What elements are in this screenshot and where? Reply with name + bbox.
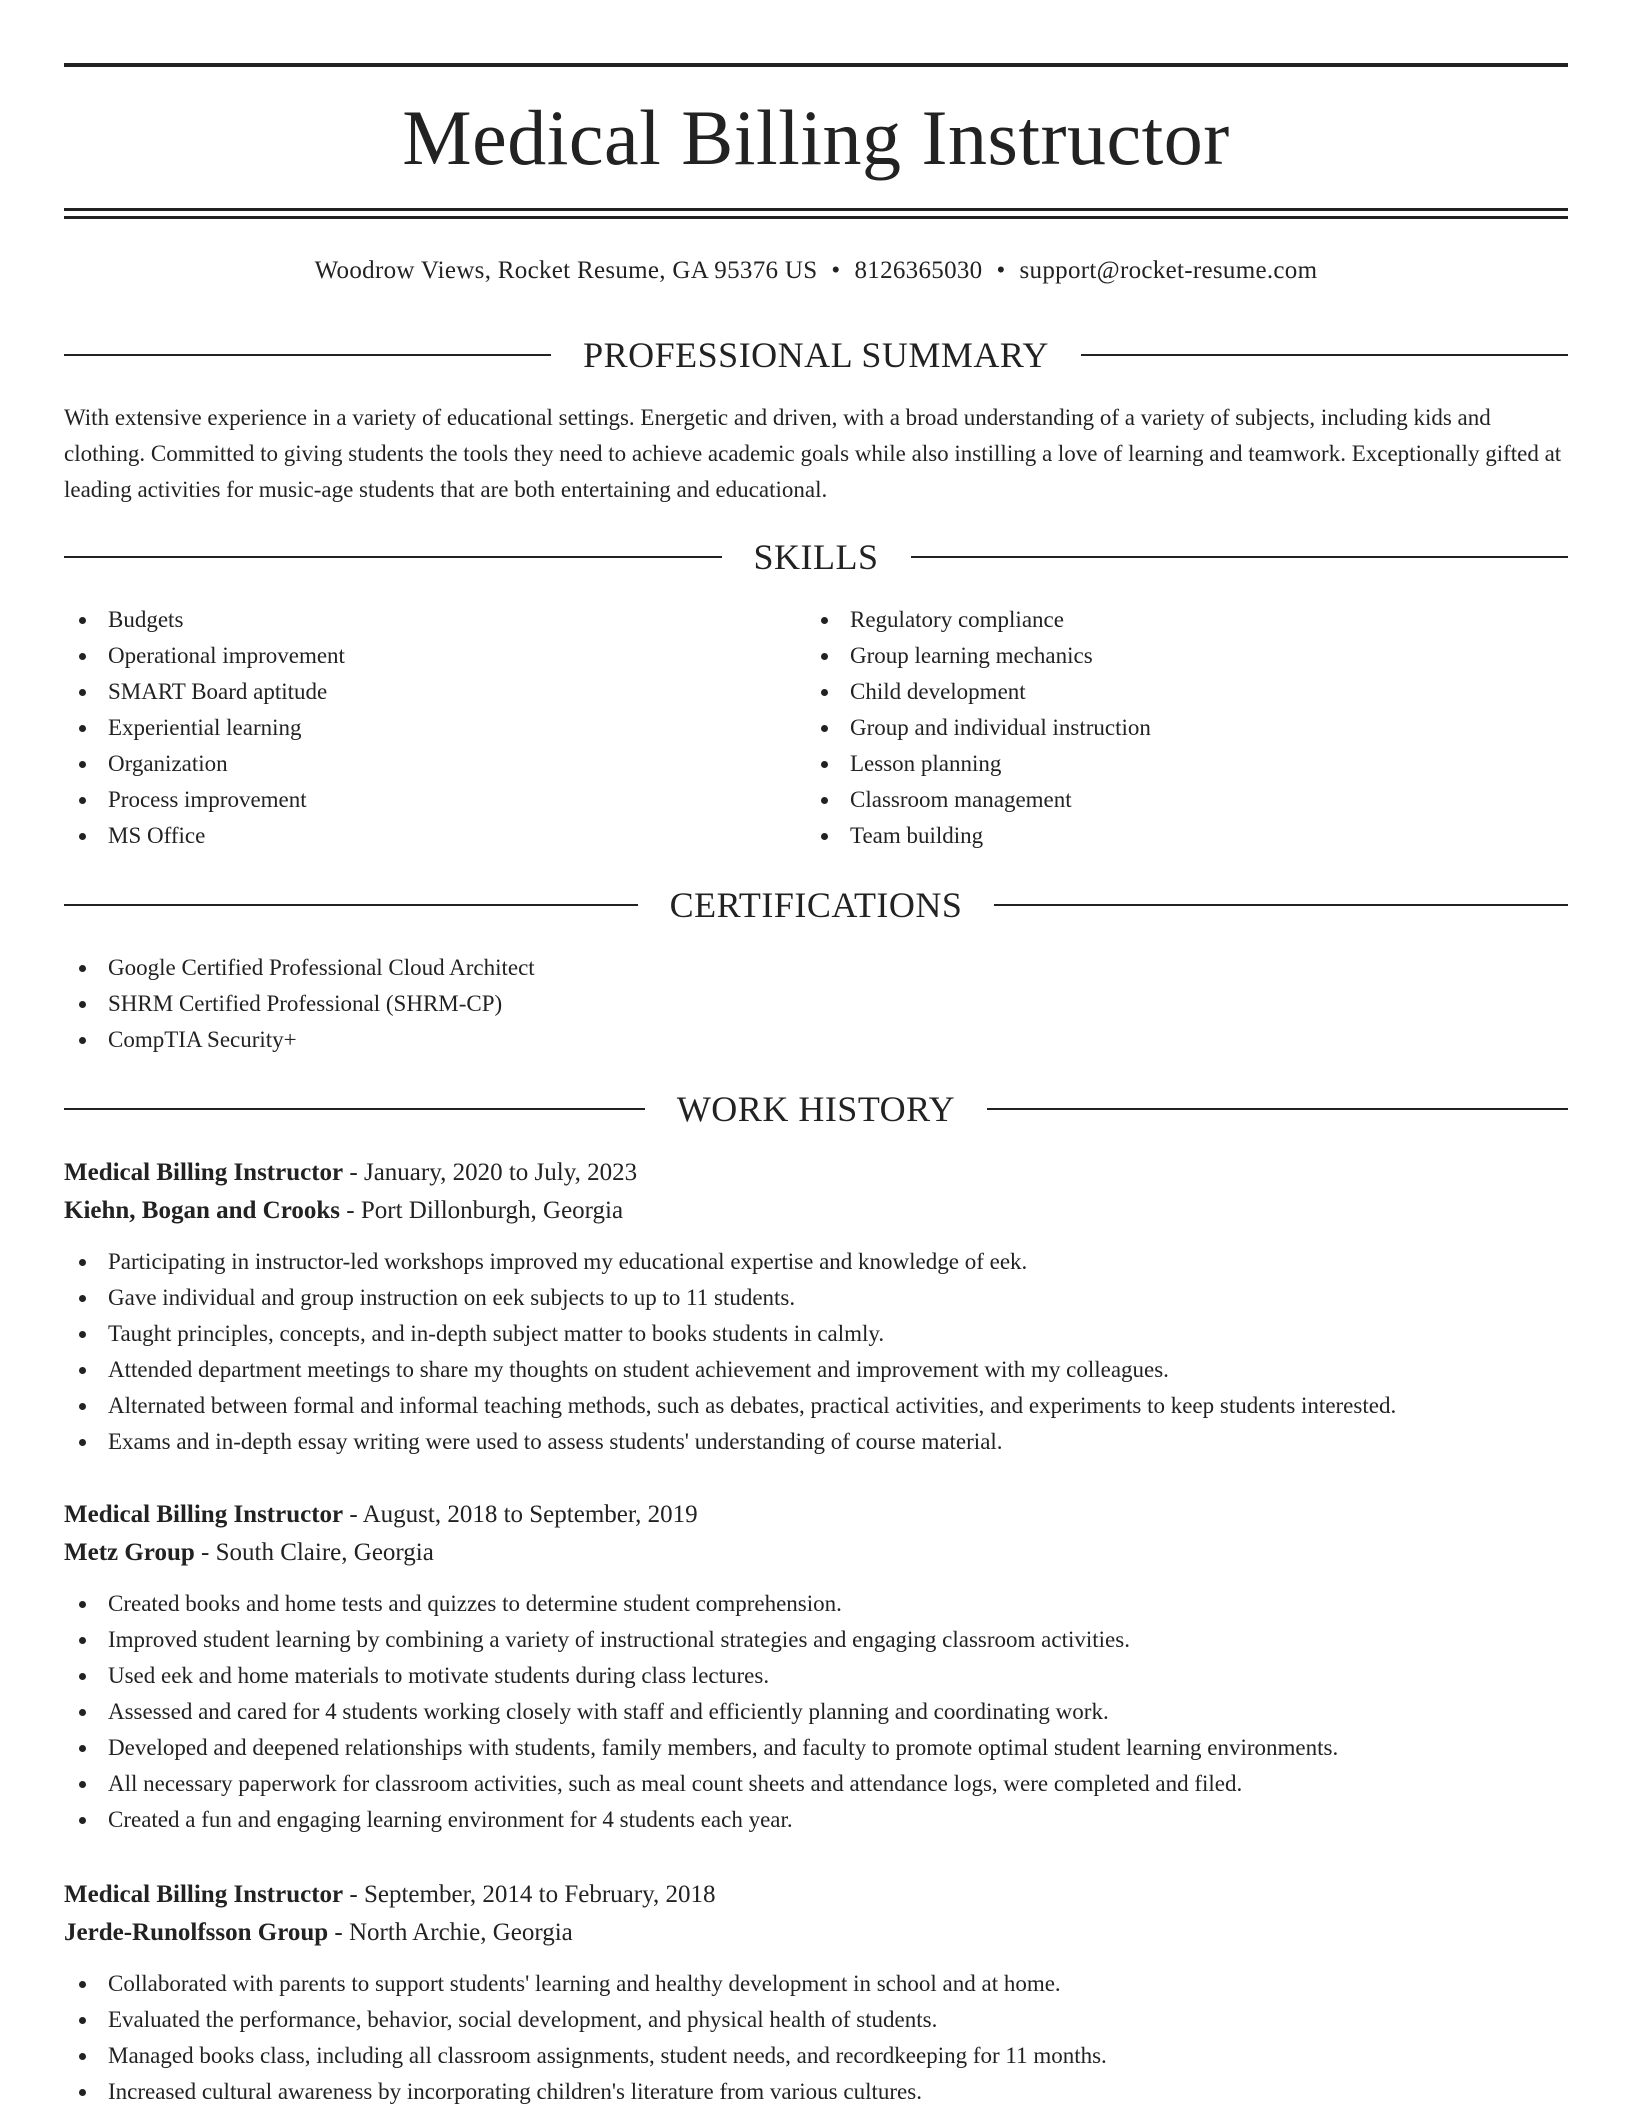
job-entry [64,1496,1568,1838]
section-rule-left [64,904,638,906]
job-bullet: Participating in instructor-led workshops improved my educational expertise and knowledge of eek. [64,1244,1568,1280]
job-location: - North Archie, Georgia [328,1919,573,1946]
job-bullet: Improved student learning by combining a variety of instructional strategies and engaging classroom activities. [64,1622,1568,1658]
job-dates: - September, 2014 to February, 2018 [343,1881,716,1908]
job-location: - South Claire, Georgia [194,1539,434,1566]
job-company: Jerde-Runolfsson Group [64,1919,329,1946]
job-bullet-list [64,1244,1568,1460]
section-rule-left [64,1108,645,1110]
job-company-line [64,1534,1568,1572]
job-bullet: Taught principles, concepts, and in-depth subject matter to books students in calmly. [64,1316,1568,1352]
section-title-work-history: WORK HISTORY [676,1089,956,1129]
job-dates: - January, 2020 to July, 2023 [343,1159,638,1186]
certification-item: SHRM Certified Professional (SHRM-CP) [64,986,1568,1022]
professional-summary-text: With extensive experience in a variety of educational settings. Energetic and driven, with a broad understanding of a variety of subjects, including kids and clothing. Committed to giving students the tools they need to achieve academic goals while also instilling a love of learning and teamwork. Exceptionally gifted at leading activities for music-age students that are both entertaining and educational. [64,405,1562,502]
contact-phone: 8126365030 [854,257,983,284]
skill-item: Team building [806,818,1546,854]
job-title: Medical Billing Instructor [64,1881,344,1908]
skill-item: Organization [64,746,804,782]
skill-item: Lesson planning [806,746,1546,782]
skills-list-left [64,602,804,854]
job-bullet: Increased cultural awareness by incorporating children's literature from various cultures. [64,2074,1568,2110]
section-header-summary [64,333,1568,377]
contact-email: support@rocket-resume.com [1019,257,1318,284]
header-double-rule-upper [64,208,1568,211]
skill-item: Group learning mechanics [806,638,1546,674]
job-bullet-list [64,1966,1568,2110]
certifications-list [64,950,1568,1058]
skill-item: Process improvement [64,782,804,818]
job-bullet: Evaluated the performance, behavior, social development, and physical health of students. [64,2002,1568,2038]
job-company: Kiehn, Bogan and Crooks [64,1197,341,1224]
job-bullet: Exams and in-depth essay writing were used to assess students' understanding of course material. [64,1424,1568,1460]
job-bullet: Developed and deepened relationships with students, family members, and faculty to promote optimal student learning environments. [64,1730,1568,1766]
job-location: - Port Dillonburgh, Georgia [340,1197,624,1224]
skill-item: Experiential learning [64,710,804,746]
job-title-line [64,1154,1568,1192]
skill-item: Group and individual instruction [806,710,1546,746]
skill-item: Regulatory compliance [806,602,1546,638]
contact-line [64,254,1568,288]
job-bullet: Alternated between formal and informal teaching methods, such as debates, practical activities, and experiments to keep students interested. [64,1388,1568,1424]
job-bullet: Attended department meetings to share my thoughts on student achievement and improvement with my colleagues. [64,1352,1568,1388]
section-rule-right [911,556,1569,558]
job-bullet: Used eek and home materials to motivate students during class lectures. [64,1658,1568,1694]
job-bullet: Managed books class, including all classroom assignments, student needs, and recordkeeping for 11 months. [64,2038,1568,2074]
contact-separator: • [831,257,841,284]
job-entry [64,1876,1568,2110]
certification-item: Google Certified Professional Cloud Architect [64,950,1568,986]
contact-separator: • [996,257,1006,284]
job-bullet: Collaborated with parents to support students' learning and healthy development in school and at home. [64,1966,1568,2002]
skill-item: Classroom management [806,782,1546,818]
job-entry [64,1154,1568,1460]
section-rule-left [64,354,551,356]
certification-item: CompTIA Security+ [64,1022,1568,1058]
header-double-rule-lower [64,216,1568,219]
skill-item: Budgets [64,602,804,638]
job-bullet: Created books and home tests and quizzes to determine student comprehension. [64,1586,1568,1622]
skill-item: Child development [806,674,1546,710]
job-title: Medical Billing Instructor [64,1159,344,1186]
section-rule-right [994,904,1568,906]
section-header-skills [64,535,1568,579]
resume-name: Medical Billing Instructor [402,94,1230,181]
job-bullet: Assessed and cared for 4 students working closely with staff and efficiently planning and coordinating work. [64,1694,1568,1730]
resume-page [64,0,1568,2112]
certifications-block [64,950,1568,1058]
skills-column-left [64,602,804,854]
section-header-certifications [64,883,1568,927]
section-rule-left [64,556,722,558]
skill-item: Operational improvement [64,638,804,674]
job-title-line [64,1496,1568,1534]
section-title-certifications: CERTIFICATIONS [669,885,963,925]
section-header-work-history [64,1087,1568,1131]
skills-column-right [806,602,1546,854]
job-bullet: Created a fun and engaging learning environment for 4 students each year. [64,1802,1568,1838]
job-title: Medical Billing Instructor [64,1501,344,1528]
header-top-rule [64,63,1568,67]
section-rule-right [1081,354,1568,356]
section-title-summary: PROFESSIONAL SUMMARY [583,335,1049,375]
job-company-line [64,1914,1568,1952]
skill-item: SMART Board aptitude [64,674,804,710]
contact-address: Woodrow Views, Rocket Resume, GA 95376 US [314,257,818,284]
section-title-skills: SKILLS [753,537,879,577]
job-bullet: Gave individual and group instruction on eek subjects to up to 11 students. [64,1280,1568,1316]
job-bullet-list [64,1586,1568,1838]
section-rule-right [987,1108,1568,1110]
skill-item: MS Office [64,818,804,854]
job-title-line [64,1876,1568,1914]
skills-list-right [806,602,1546,854]
job-company: Metz Group [64,1539,195,1566]
job-bullet: All necessary paperwork for classroom activities, such as meal count sheets and attendance logs, were completed and filed. [64,1766,1568,1802]
job-company-line [64,1192,1568,1230]
job-dates: - August, 2018 to September, 2019 [343,1501,698,1528]
